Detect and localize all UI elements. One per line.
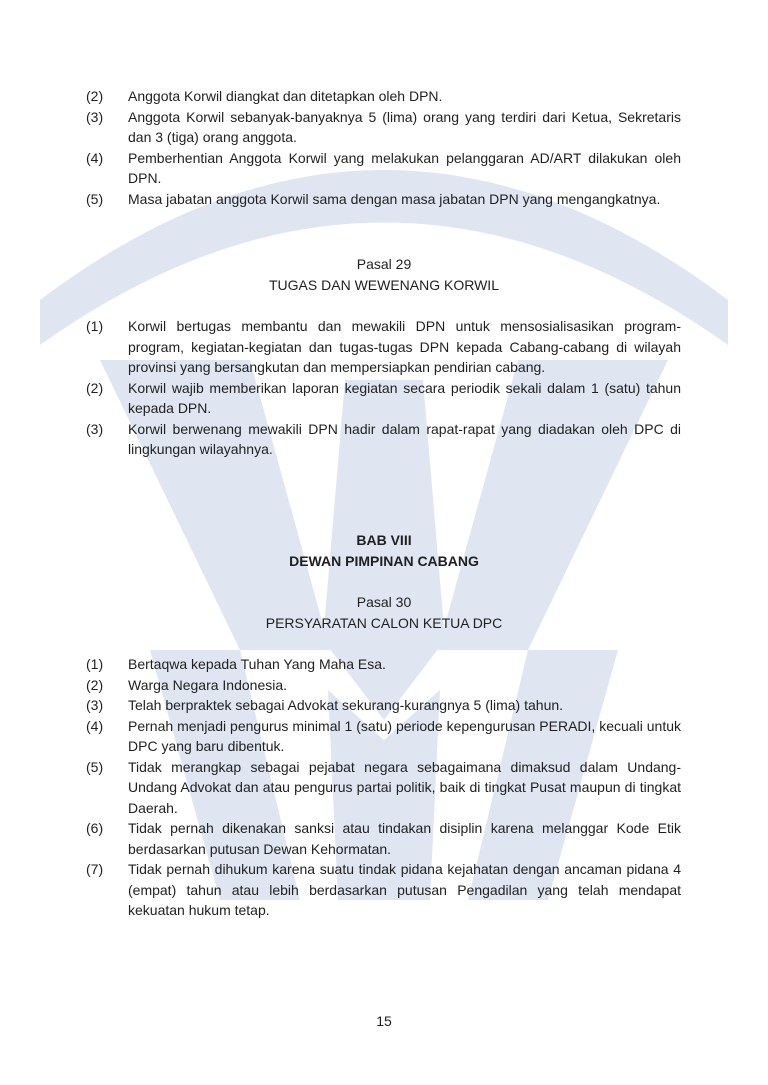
pasal-30-title: PERSYARATAN CALON KETUA DPC <box>265 615 503 631</box>
list-item <box>86 695 681 716</box>
list-item <box>86 859 681 921</box>
item-text: Tidak merangkap sebagai pejabat negara sebagaimana dimaksud dalam Undang-Undang Advokat dan atau pengurus partai politik, baik di tingkat Pusat maupun di tingkat Daerah. <box>128 758 681 816</box>
list-item <box>86 419 681 460</box>
list-item <box>86 675 681 696</box>
item-text: Tidak pernah dihukum karena suatu tindak pidana kejahatan dengan ancaman pidana 4 (empat) tahun atau lebih berdasarkan putusan Pengadilan yang telah mendapat kekuatan hukum tetap. <box>128 861 681 918</box>
item-text: Pemberhentian Anggota Korwil yang melakukan pelanggaran AD/ART dilakukan oleh DPN. <box>128 149 681 186</box>
item-number: (6) <box>86 820 104 836</box>
list-item <box>86 716 681 757</box>
list-item <box>86 189 681 210</box>
item-text: Korwil bertugas membantu dan mewakili DPN untuk mensosialisasikan program-program, kegiatan-kegiatan dan tugas-tugas DPN kepada Cabang-cabang di wilayah provinsi yang bersangkutan dan mempersiapkan pendirian cabang. <box>128 318 681 375</box>
list-item <box>86 148 681 189</box>
list-item <box>86 757 681 819</box>
dpc-requirements-list <box>86 654 681 921</box>
pasal-29-label: Pasal 29 <box>356 256 412 272</box>
item-number: (4) <box>86 149 104 166</box>
item-number: (3) <box>86 420 104 437</box>
pasal-29-title: TUGAS DAN WEWENANG KORWIL <box>269 277 499 293</box>
item-number: (7) <box>86 861 104 877</box>
item-text: Korwil wajib memberikan laporan kegiatan secara periodik sekali dalam 1 (satu) tahun kepada DPN. <box>128 379 681 416</box>
item-number: (4) <box>86 717 104 734</box>
list-item <box>86 86 681 107</box>
item-number: (2) <box>86 379 104 396</box>
item-text: Pernah menjadi pengurus minimal 1 (satu) periode kepengurusan PERADI, kecuali untuk DPC yang baru dibentuk. <box>128 717 681 754</box>
korwil-duties-list <box>86 316 681 460</box>
item-text: Anggota Korwil diangkat dan ditetapkan oleh DPN. <box>128 88 443 104</box>
item-number: (1) <box>86 656 104 672</box>
korwil-list <box>86 86 681 209</box>
list-item <box>86 378 681 419</box>
list-item <box>86 818 681 859</box>
item-number: (3) <box>86 108 104 125</box>
item-number: (2) <box>86 88 104 104</box>
item-text: Bertaqwa kepada Tuhan Yang Maha Esa. <box>128 656 386 672</box>
page-number: 15 <box>376 1013 392 1029</box>
item-text: Anggota Korwil sebanyak-banyaknya 5 (lima) orang yang terdiri dari Ketua, Sekretaris dan 3 (tiga) orang anggota. <box>128 108 681 145</box>
pasal-30-label: Pasal 30 <box>356 594 412 610</box>
item-number: (2) <box>86 676 104 693</box>
chapter-label: BAB VIII <box>356 532 412 548</box>
item-number: (5) <box>86 758 104 775</box>
list-item <box>86 654 681 675</box>
item-text: Telah berpraktek sebagai Advokat sekurang-kurangnya 5 (lima) tahun. <box>128 697 564 713</box>
list-item <box>86 316 681 378</box>
item-text: Masa jabatan anggota Korwil sama dengan masa jabatan DPN yang mengangkatnya. <box>128 190 661 207</box>
item-text: Tidak pernah dikenakan sanksi atau tindakan disiplin karena melanggar Kode Etik berdasarkan putusan Dewan Kehormatan. <box>128 820 681 857</box>
item-number: (5) <box>86 190 104 207</box>
item-text: Warga Negara Indonesia. <box>128 676 288 693</box>
item-number: (3) <box>86 697 104 713</box>
item-number: (1) <box>86 318 104 334</box>
list-item <box>86 107 681 148</box>
chapter-title: DEWAN PIMPINAN CABANG <box>289 553 479 569</box>
item-text: Korwil berwenang mewakili DPN hadir dalam rapat-rapat yang diadakan oleh DPC di lingkungan wilayahnya. <box>128 420 681 457</box>
